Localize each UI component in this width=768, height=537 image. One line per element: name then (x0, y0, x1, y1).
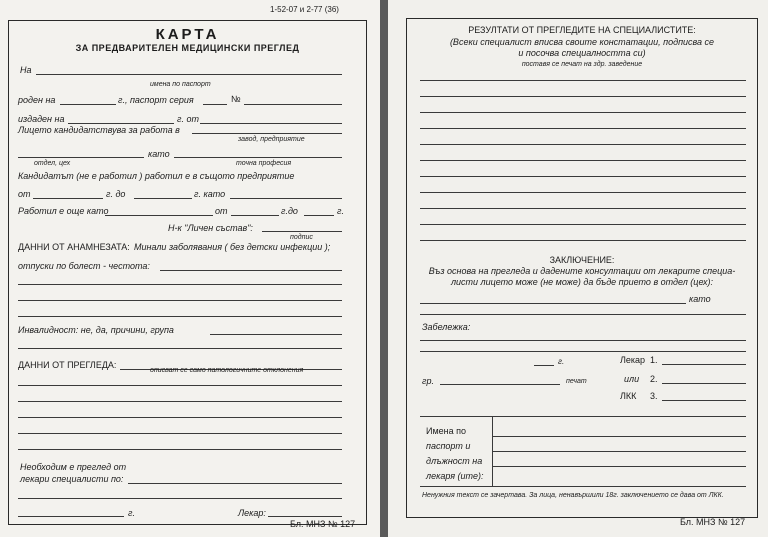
stamp-label: печат (566, 378, 587, 385)
results-line-3[interactable] (420, 112, 746, 113)
stamp-caption: поставя се печат на здр. заведение (521, 61, 643, 68)
year-to-label: г. до (106, 189, 126, 199)
anamnesis-line-1[interactable] (18, 284, 342, 285)
doctor-signature-line[interactable] (268, 516, 342, 517)
note-label: Забележка: (422, 322, 471, 332)
anamnesis-line-2[interactable] (18, 300, 342, 301)
number-label: № (231, 94, 241, 104)
hr-signature-line[interactable] (262, 231, 342, 232)
to-label: На (20, 65, 32, 75)
from-label: от (18, 189, 31, 199)
worked-also-from-line[interactable] (231, 215, 279, 216)
from2-label: от (215, 206, 228, 216)
results-line-7[interactable] (420, 176, 746, 177)
year-label: г. (558, 357, 565, 366)
results-line-9[interactable] (420, 208, 746, 209)
exam-line-4[interactable] (18, 433, 342, 434)
left-page (0, 0, 380, 537)
results-line-11[interactable] (420, 240, 746, 241)
issued-date-line[interactable] (68, 123, 174, 124)
form-number: Бл. МНЗ № 127 (290, 519, 356, 529)
specialists-line-1[interactable] (128, 483, 342, 484)
disability-label: Инвалидност: не, да, причини, група (18, 325, 174, 335)
specialists-label-1: Необходим е преглед от (20, 462, 127, 472)
department-line[interactable] (420, 303, 686, 304)
results-line-1[interactable] (420, 80, 746, 81)
as-label: като (148, 149, 170, 159)
note-line-1[interactable] (420, 340, 746, 341)
issued-from-label: г. от (177, 114, 199, 124)
results-instr-1: (Всеки специалист вписва своите констатации, подписва се (449, 37, 715, 47)
names-line-2[interactable] (492, 451, 746, 452)
signature-caption: подпис (290, 234, 313, 241)
disability-line-2[interactable] (18, 348, 342, 349)
date-line[interactable] (18, 516, 124, 517)
doctor-1-line[interactable] (662, 364, 746, 365)
anamnesis-text: Минали заболявания ( без детски инфекции ); (134, 242, 331, 252)
city-label: гр. (422, 376, 434, 386)
results-line-6[interactable] (420, 160, 746, 161)
right-page (388, 0, 768, 537)
names-caption: имена по паспорт (150, 81, 211, 88)
doctor-label: Лекар (620, 355, 646, 365)
names-top-line (420, 416, 746, 417)
issued-by-line[interactable] (200, 123, 342, 124)
exam-line-3[interactable] (18, 417, 342, 418)
city-line[interactable] (440, 384, 560, 385)
birth-date-line[interactable] (60, 104, 116, 105)
worked-from-line[interactable] (33, 198, 103, 199)
anamnesis-line-3[interactable] (18, 316, 342, 317)
doctor-3-line[interactable] (662, 400, 746, 401)
applies-label: Лицето кандидатствува за работа в (18, 125, 180, 135)
passport-series-line[interactable] (203, 104, 227, 105)
results-line-5[interactable] (420, 144, 746, 145)
doctor-3-label: 3. (650, 391, 658, 401)
worked-also-label: Работил е още като (18, 206, 109, 216)
names-bottom-line (420, 486, 746, 487)
worked-to-line[interactable] (134, 198, 192, 199)
form-subtitle: ЗА ПРЕДВАРИТЕЛЕН МЕДИЦИНСКИ ПРЕГЛЕД (75, 43, 300, 53)
results-line-8[interactable] (420, 192, 746, 193)
position-line[interactable] (420, 314, 746, 315)
results-line-2[interactable] (420, 96, 746, 97)
note-line-2[interactable] (420, 351, 746, 352)
names-label-4: лекаря (ите): (426, 471, 484, 481)
form-title: КАРТА (155, 26, 220, 43)
worked-as-line[interactable] (230, 198, 342, 199)
profession-caption: точна професия (236, 160, 292, 167)
date-line[interactable] (534, 365, 554, 366)
exam-line-1[interactable] (18, 385, 342, 386)
results-instr-2: и посочва специалността си) (518, 48, 646, 58)
exam-line-2[interactable] (18, 401, 342, 402)
form-number: Бл. МНЗ № 127 (680, 517, 746, 527)
disability-line[interactable] (210, 334, 342, 335)
year-to2-label: г.до (281, 206, 298, 216)
names-label-1: Имена по (426, 426, 467, 436)
as-label: като (689, 294, 711, 304)
born-label: роден на (18, 95, 56, 105)
year-bottom-label: г. (128, 508, 135, 518)
profession-line[interactable] (174, 157, 342, 158)
doctor-2-label: 2. (650, 374, 658, 384)
year-end-label: г. (337, 206, 344, 216)
conclusion-heading: ЗАКЛЮЧЕНИЕ: (549, 255, 615, 265)
results-title: РЕЗУЛТАТИ ОТ ПРЕГЛЕДИТЕ НА СПЕЦИАЛИСТИТЕ: (468, 25, 696, 35)
results-line-4[interactable] (420, 128, 746, 129)
sick-leave-label: отпуски по болест - честота: (18, 261, 150, 271)
enterprise-line[interactable] (192, 133, 342, 134)
conclusion-text-1: Въз основа на прегледа и дадените консултации от лекарите специа- (428, 266, 736, 276)
exam-heading: ДАННИ ОТ ПРЕГЛЕДА: (18, 360, 117, 370)
specialists-line-2[interactable] (18, 498, 342, 499)
results-line-10[interactable] (420, 224, 746, 225)
name-line[interactable] (36, 74, 342, 75)
footnote: Ненужния текст се зачертава. За лица, ненавършили 18г. заключението се дава от ЛКК. (422, 492, 724, 499)
worked-also-to-line[interactable] (304, 215, 334, 216)
department-line[interactable] (18, 157, 144, 158)
issued-label: издаден на (18, 114, 65, 124)
doctor-label: Лекар: (238, 508, 266, 518)
anamnesis-heading: ДАННИ ОТ АНАМНЕЗАТА: (18, 242, 130, 252)
passport-series-label: г., паспорт серия (118, 95, 194, 105)
exam-line-5[interactable] (18, 449, 342, 450)
year-as-label: г. като (194, 189, 226, 199)
hr-head-label: Н-к "Личен състав": (168, 223, 253, 233)
form-code: 1-52-07 и 2-77 (36) (270, 5, 339, 14)
sick-leave-line[interactable] (160, 270, 342, 271)
worked-label: Кандидатът (не е работил ) работил е в същото предприятие (18, 171, 295, 181)
pathology-caption: описват се само патологичните отклонения (150, 367, 304, 374)
names-label-3: длъжност на (426, 456, 483, 466)
enterprise-caption: завод, предприятие (238, 136, 305, 143)
names-line-1[interactable] (492, 436, 746, 437)
doctor-2-line[interactable] (662, 383, 746, 384)
lkk-label: ЛКК (620, 391, 637, 401)
worked-also-line[interactable] (105, 215, 213, 216)
doctor-1-label: 1. (650, 355, 658, 365)
dept-caption: отдел, цех (34, 160, 71, 167)
conclusion-text-2: листи лицето може (не може) да бъде прието в отдел (цех): (450, 277, 714, 287)
names-line-3[interactable] (492, 466, 746, 467)
names-label-2: паспорт и (426, 441, 471, 451)
or-label: или (624, 374, 640, 384)
passport-number-line[interactable] (244, 104, 342, 105)
specialists-label-2: лекари специалисти по: (20, 474, 124, 484)
